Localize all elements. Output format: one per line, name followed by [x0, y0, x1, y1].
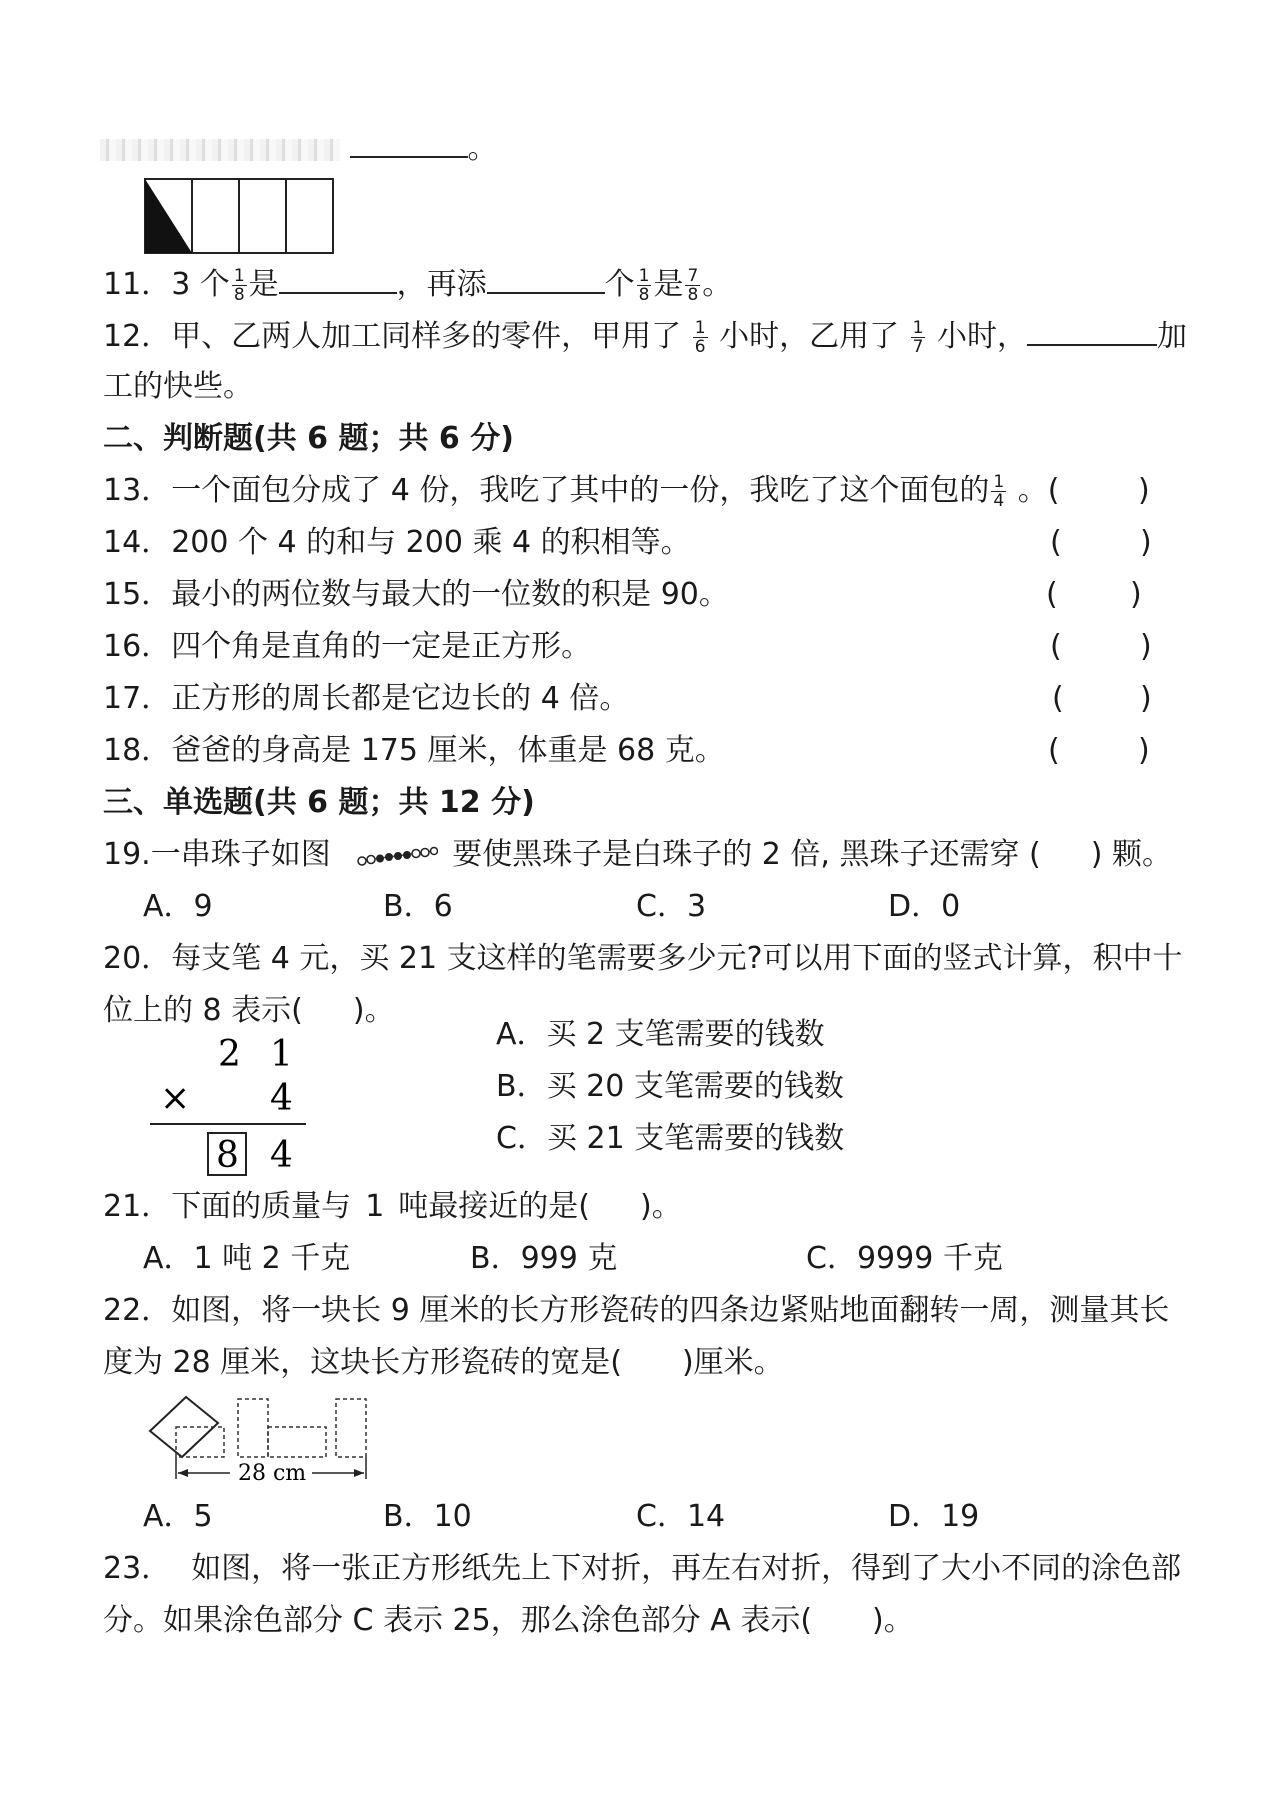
- q11-text: ，再添: [396, 267, 487, 302]
- q16-close-paren: ): [1140, 629, 1152, 664]
- q11-blank-1[interactable]: [279, 264, 397, 294]
- q23-line1: [103, 1549, 1181, 1589]
- q20-option-c[interactable]: C．买 21 支笔需要的钱数: [496, 1121, 845, 1156]
- q21-option-c[interactable]: C．9999 千克: [806, 1241, 1003, 1276]
- q17-text: 正方形的周长都是它边长的 4 倍。: [171, 681, 630, 716]
- q13-fraction: [991, 473, 1006, 510]
- q23-text: 分。如果涂色部分 C 表示 25，那么涂色部分 A 表示(: [103, 1603, 813, 1638]
- q22-option-b[interactable]: B．10: [383, 1499, 472, 1534]
- q20-line1: [103, 939, 1183, 979]
- q13-open-paren[interactable]: 。(: [1017, 473, 1060, 508]
- q15-close-paren: ): [1130, 577, 1142, 612]
- q23-text: 如图，将一张正方形纸先上下对折，再左右对折，得到了大小不同的涂色部: [191, 1551, 1182, 1586]
- q12-line1: [103, 316, 1187, 357]
- q11-line: [103, 264, 732, 305]
- frac-den: 8: [687, 285, 699, 305]
- frac-num: 1: [694, 318, 706, 338]
- q22-number: 22．: [103, 1293, 172, 1328]
- q19-text: 要使黑珠子是白珠子的 2 倍, 黑珠子还需穿 (: [452, 837, 1041, 872]
- bead-string-icon: [354, 841, 438, 871]
- q21-number: 21．: [103, 1189, 172, 1224]
- q18-text: 爸爸的身高是 175 厘米，体重是 68 克。: [171, 733, 725, 768]
- q21-text: )。: [640, 1189, 682, 1224]
- q21-option-a[interactable]: A．1 吨 2 千克: [143, 1241, 351, 1276]
- tile-rolling-figure: [146, 1393, 386, 1493]
- q19-option-c[interactable]: C．3: [636, 889, 707, 924]
- q10-line: [100, 128, 498, 169]
- q16-line: [103, 627, 591, 667]
- q22-line1: [103, 1291, 1169, 1331]
- frac-den: 6: [694, 337, 706, 357]
- q12-number: 12．: [103, 319, 172, 354]
- q11-text: 是: [248, 267, 279, 302]
- q11-fraction: [685, 267, 700, 304]
- q21-text: 1: [365, 1189, 385, 1224]
- q11-text: 3 个: [171, 267, 230, 302]
- q22-text: )厘米。: [681, 1345, 784, 1380]
- q17-close-paren: ): [1140, 681, 1152, 716]
- q19-option-d[interactable]: D．0: [888, 889, 961, 924]
- q16-text: 四个角是直角的一定是正方形。: [171, 629, 592, 664]
- q20-text: 每支笔 4 元，买 21 支这样的笔需要多少元?可以用下面的竖式计算，积中十: [171, 941, 1183, 976]
- q11-number: 11．: [103, 267, 172, 302]
- q15-answer-paren[interactable]: (: [1046, 577, 1058, 612]
- q12-text: 甲、乙两人加工同样多的零件，甲用了: [171, 319, 682, 354]
- q23-text: )。: [872, 1603, 914, 1638]
- vertical-multiplication-figure: [140, 1030, 320, 1180]
- q10-tail: 。: [467, 131, 498, 166]
- q22-text: 度为 28 厘米，这块长方形瓷砖的宽是(: [103, 1345, 622, 1380]
- q23-number: 23．: [103, 1551, 172, 1586]
- q12-text: 加: [1157, 319, 1188, 354]
- q18-answer-paren[interactable]: (: [1048, 733, 1060, 768]
- calc-digit: 1: [270, 1034, 293, 1075]
- q17-answer-paren[interactable]: (: [1052, 681, 1064, 716]
- q11-text: 个: [604, 267, 635, 302]
- q17-line: [103, 679, 629, 719]
- q19-text: 一串珠子如图: [150, 837, 331, 872]
- q13-number: 13．: [103, 473, 172, 508]
- q18-number: 18．: [103, 733, 172, 768]
- q14-close-paren: ): [1140, 525, 1152, 560]
- q21-option-b[interactable]: B．999 克: [470, 1241, 618, 1276]
- q11-text: 。: [702, 267, 733, 302]
- q19-option-a[interactable]: A．9: [143, 889, 213, 924]
- q10-grid-figure: [144, 178, 334, 254]
- frac-num: 1: [233, 266, 245, 286]
- calc-digit: 4: [270, 1078, 293, 1119]
- q20-number: 20．: [103, 941, 172, 976]
- q21-text: 下面的质量与: [171, 1189, 352, 1224]
- calc-digit: 4: [270, 1135, 293, 1176]
- q22-option-d[interactable]: D．19: [888, 1499, 980, 1534]
- q21-line: [103, 1187, 682, 1227]
- q15-line: [103, 575, 729, 615]
- q14-number: 14．: [103, 525, 172, 560]
- blurred-text: [100, 139, 340, 161]
- q12-fraction: [693, 319, 708, 356]
- times-sign: ×: [160, 1078, 191, 1119]
- q22-option-a[interactable]: A．5: [143, 1499, 213, 1534]
- q11-fraction: [637, 267, 652, 304]
- calc-digit: 8: [216, 1135, 239, 1176]
- q22-option-c[interactable]: C．14: [636, 1499, 726, 1534]
- q11-fraction: [232, 267, 247, 304]
- q18-close-paren: ): [1138, 733, 1150, 768]
- q20-option-b[interactable]: B．买 20 支笔需要的钱数: [496, 1069, 844, 1104]
- q11-text: 是: [653, 267, 684, 302]
- q14-line: [103, 523, 691, 563]
- q15-text: 最小的两位数与最大的一位数的积是 90。: [171, 577, 729, 612]
- q12-text: 小时，: [937, 319, 1028, 354]
- section-title-single-choice: 三、单选题(共 6 题；共 12 分): [103, 785, 535, 820]
- q22-line2: [103, 1343, 784, 1383]
- q12-blank[interactable]: [1027, 316, 1157, 346]
- q10-answer-blank[interactable]: [350, 128, 468, 158]
- q19-text: ) 颗。: [1090, 837, 1172, 872]
- q20-text: 位上的 8 表示(: [103, 993, 303, 1028]
- figure-label: 28 cm: [238, 1461, 307, 1486]
- calc-digit: 2: [218, 1034, 241, 1075]
- q22-text: 如图，将一块长 9 厘米的长方形瓷砖的四条边紧贴地面翻转一周，测量其长: [171, 1293, 1170, 1328]
- q19-number: 19.: [103, 837, 151, 872]
- q12-line2: 工的快些。: [103, 369, 253, 404]
- frac-num: 1: [993, 472, 1005, 492]
- q14-text: 200 个 4 的和与 200 乘 4 的积相等。: [171, 525, 691, 560]
- q14-answer-paren[interactable]: (: [1050, 525, 1062, 560]
- q12-fraction: [911, 319, 926, 356]
- q20-line2: [103, 991, 395, 1031]
- frac-den: 7: [912, 337, 924, 357]
- q12-text: 小时，乙用了: [719, 319, 900, 354]
- frac-den: 8: [638, 285, 650, 305]
- q23-line2: [103, 1601, 914, 1641]
- q20-text: )。: [352, 993, 395, 1028]
- frac-num: 1: [638, 266, 650, 286]
- q20-option-a[interactable]: A．买 2 支笔需要的钱数: [496, 1017, 825, 1052]
- q21-text: 吨最接近的是(: [398, 1189, 590, 1224]
- q11-blank-2[interactable]: [487, 264, 605, 294]
- frac-den: 8: [233, 285, 245, 305]
- q16-number: 16．: [103, 629, 172, 664]
- frac-den: 4: [993, 491, 1005, 511]
- q13-close-paren: ): [1138, 473, 1150, 508]
- q15-number: 15．: [103, 577, 172, 612]
- frac-num: 1: [912, 318, 924, 338]
- q16-answer-paren[interactable]: (: [1050, 629, 1062, 664]
- q17-number: 17．: [103, 681, 172, 716]
- section-title-judgement: 二、判断题(共 6 题；共 6 分): [103, 421, 514, 456]
- q18-line: [103, 731, 725, 771]
- q19-option-b[interactable]: B．6: [383, 889, 453, 924]
- q13-text: 一个面包分成了 4 份，我吃了其中的一份，我吃了这个面包的: [171, 473, 990, 508]
- q13-line: [103, 471, 1059, 511]
- frac-num: 7: [687, 266, 699, 286]
- q19-line: [103, 835, 1172, 875]
